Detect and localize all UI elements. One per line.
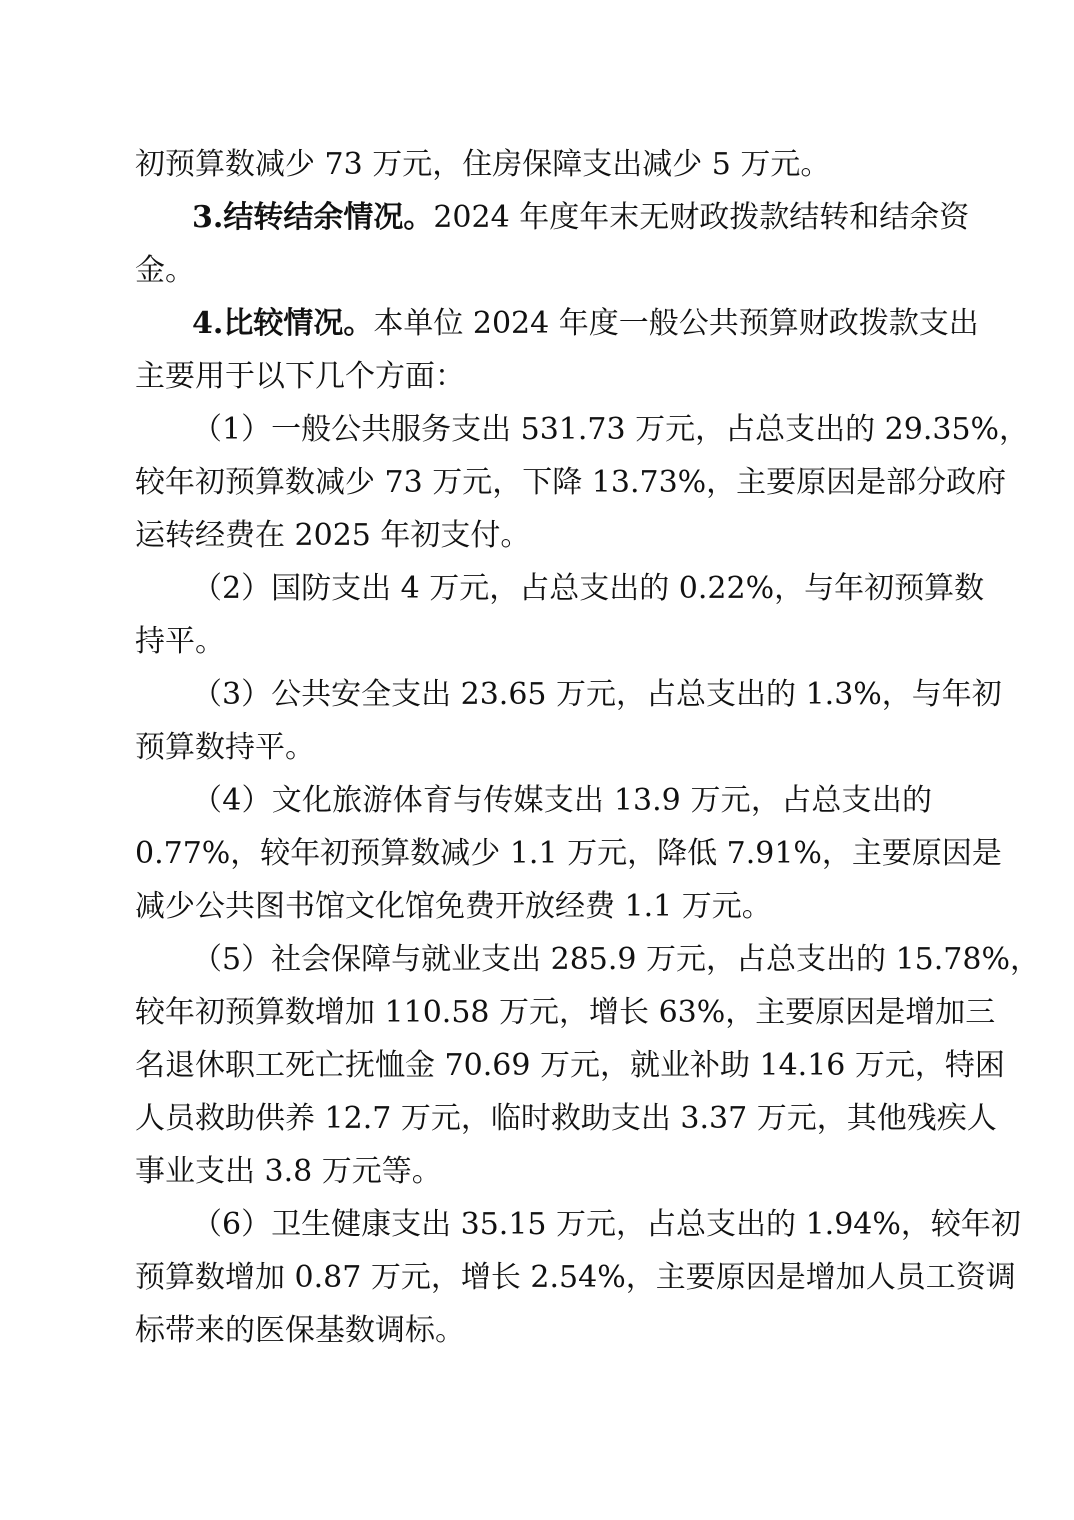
line-text: 本单位 2024 年度一般公共预算财政拨款支出: [373, 306, 979, 341]
line-text: （1）一般公共服务支出 531.73 万元，占总支出的 29.35%，: [192, 412, 1030, 447]
line-text: 名退休职工死亡抚恤金 70.69 万元，就业补助 14.16 万元，特困: [135, 1048, 1005, 1083]
paragraph-line: [135, 516, 932, 556]
paragraph-line: [135, 1258, 1016, 1298]
line-text: 标带来的医保基数调标。: [135, 1313, 465, 1348]
paragraph-line: [192, 410, 1030, 450]
line-text: 事业支出 3.8 万元等。: [135, 1154, 442, 1189]
line-text: 持平。: [135, 624, 225, 659]
line-text: 预算数增加 0.87 万元，增长 2.54%，主要原因是增加人员工资调: [135, 1260, 1016, 1295]
paragraph-line: [135, 834, 1002, 874]
paragraph-line: [192, 569, 985, 609]
line-text: 金。: [135, 253, 195, 288]
line-text: 较年初预算数增加 110.58 万元，增长 63%，主要原因是增加三: [135, 995, 996, 1030]
paragraph-line: [135, 1046, 1005, 1086]
paragraph-line: [135, 251, 932, 291]
line-text: 减少公共图书馆文化馆免费开放经费 1.1 万元。: [135, 889, 772, 924]
paragraph-line: [135, 622, 932, 662]
section-heading-line: [192, 198, 970, 238]
paragraph-line: [135, 463, 1007, 503]
line-text: 2024 年度年末无财政拨款结转和结余资: [433, 200, 970, 235]
paragraph-line: [192, 1205, 1021, 1245]
line-text: 运转经费在 2025 年初支付。: [135, 518, 531, 553]
paragraph-line: [192, 675, 1002, 715]
section-heading: 4.比较情况。: [192, 306, 374, 341]
paragraph-line: [135, 1099, 997, 1139]
paragraph-line: [135, 357, 932, 397]
line-text: （3）公共安全支出 23.65 万元，占总支出的 1.3%，与年初: [192, 677, 1002, 712]
section-heading-line: [192, 304, 979, 344]
line-text: （5）社会保障与就业支出 285.9 万元，占总支出的 15.78%，: [192, 942, 1040, 977]
line-text: 预算数持平。: [135, 730, 315, 765]
line-text: 人员救助供养 12.7 万元，临时救助支出 3.37 万元，其他残疾人: [135, 1101, 997, 1136]
line-text: 较年初预算数减少 73 万元，下降 13.73%，主要原因是部分政府: [135, 465, 1007, 500]
paragraph-line: [192, 940, 1040, 980]
section-heading: 3.结转结余情况。: [192, 200, 434, 235]
line-text: （6）卫生健康支出 35.15 万元，占总支出的 1.94%，较年初: [192, 1207, 1021, 1242]
line-text: 初预算数减少 73 万元，住房保障支出减少 5 万元。: [135, 147, 831, 182]
line-text: 主要用于以下几个方面：: [135, 359, 465, 394]
line-text: （4）文化旅游体育与传媒支出 13.9 万元，占总支出的: [192, 783, 932, 818]
paragraph-line: [135, 1152, 932, 1192]
line-text: 0.77%，较年初预算数减少 1.1 万元，降低 7.91%，主要原因是: [135, 836, 1002, 871]
paragraph-line: [135, 145, 932, 185]
paragraph-line: [135, 887, 932, 927]
paragraph-line: [135, 993, 996, 1033]
paragraph-line: [135, 1311, 932, 1351]
paragraph-line: [135, 728, 932, 768]
paragraph-line: [192, 781, 932, 821]
line-text: （2）国防支出 4 万元，占总支出的 0.22%，与年初预算数: [192, 571, 985, 606]
